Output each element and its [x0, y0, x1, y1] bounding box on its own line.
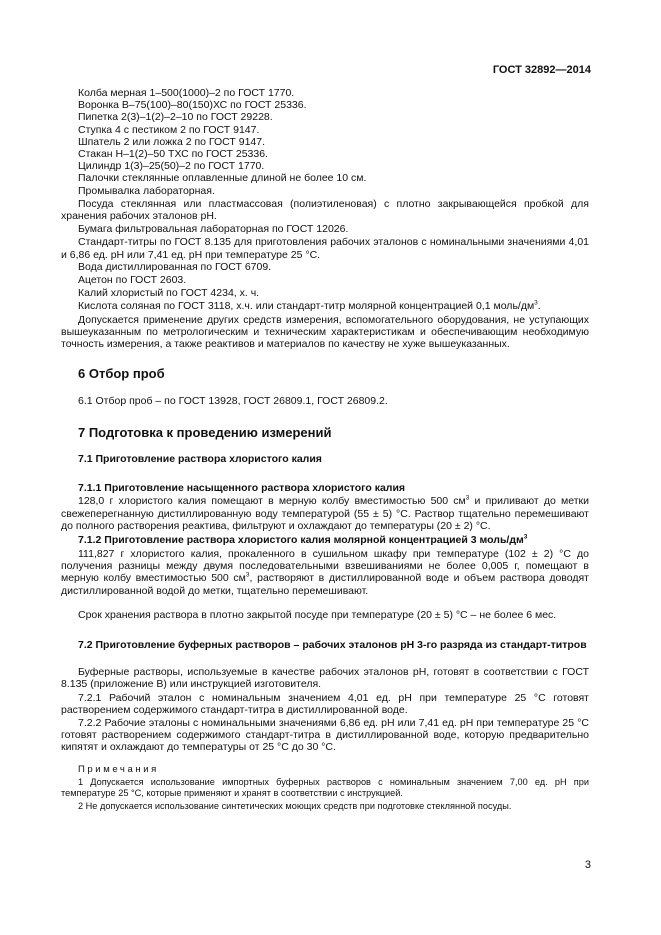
bumaga-paragraph: Бумага фильтровальная лабораторная по ГОСТ 12026.	[78, 223, 349, 236]
equipment-item: Воронка В–75(100)–80(150)ХС по ГОСТ 25336.	[78, 99, 307, 112]
equipment-item: Цилиндр 1(3)–25(50)–2 по ГОСТ 1770.	[78, 160, 265, 173]
section-7-1-title: 7.1 Приготовление раствора хлористого калия	[78, 453, 322, 466]
page-number: 3	[584, 859, 591, 871]
srok-paragraph: Срок хранения раствора в плотно закрытой посуде при температуре (20 ± 5) °С – не более 6 мес.	[78, 608, 557, 621]
notes-title: Примечания	[78, 763, 159, 775]
note-item: 1 Допускается использование импортных буферных растворов с номинальным значением 7,00 ед. рН при температуре 25 °С, которые применяют и хранят в соответствии с инструкцией.	[61, 776, 589, 798]
reagent-item: Ацетон по ГОСТ 2603.	[78, 274, 187, 287]
section-6-title: 6 Отбор проб	[78, 366, 165, 382]
equipment-item: Стакан Н–1(2)–50 ТХС по ГОСТ 25336.	[78, 148, 268, 161]
section-6-text: 6.1 Отбор проб – по ГОСТ 13928, ГОСТ 26809.1, ГОСТ 26809.2.	[78, 395, 388, 408]
standard-header: ГОСТ 32892—2014	[492, 64, 591, 76]
section-7-2-title: 7.2 Приготовление буферных растворов – рабочих эталонов рН 3-го разряда из стандарт-титров	[78, 639, 587, 652]
section-7-1-2-text: 111,827 г хлористого калия, прокаленного в сушильном шкафу при температуре (102 ± 2) °С до получения разницы между двумя последовательными взвешиваниями не более 0,005 г, помещают в мерную колбу вместимостью 500 $см^3$, растворяют в дистиллированной воде и объем раствора доводят дистиллированной водой до метки, тщательно перемешивают.	[61, 548, 589, 597]
section-7-2-1-text: 7.2.1 Рабочий эталон с номинальным значением 4,01 ед. рН при температуре 25 °С готовят растворением содержимого стандарт-титра в дистиллированной воде.	[61, 691, 589, 716]
dopuskaetsya-paragraph: Допускается применение других средств измерения, вспомогательного оборудования, не уступающих вышеуказанным по метрологическим и техническим характеристикам и обеспечивающим необходимую точность измерения, а также реактивов и материалов по качеству не хуже вышеуказанных.	[61, 313, 589, 351]
section-7-1-1-text: 128,0 г хлористого калия помещают в мерную колбу вместимостью 500 $см^3$ и приливают до метки свежеперегнанную дистиллированную воду температурой (55 ± 5) °С. Раствор тщательно перемешивают до полного растворения реактива, фильтруют и охлаждают до температуры (20 ± 2) °С.	[61, 494, 589, 532]
equipment-item: Пипетка 2(3)–1(2)–2–10 по ГОСТ 29228.	[78, 111, 273, 124]
reagent-item: Калий хлористый по ГОСТ 4234, х. ч.	[78, 287, 260, 300]
section-7-title: 7 Подготовка к проведению измерений	[78, 425, 332, 441]
section-7-2-text: Буферные растворы, используемые в качестве рабочих эталонов рН, готовят в соответствии с ГОСТ 8.135 (приложение В) или инструкцией изготовителя.	[61, 666, 589, 691]
note-item: 2 Не допускается использование синтетических моющих средств при подготовке стеклянной посуды.	[78, 800, 512, 811]
standart-titry-paragraph: Стандарт-титры по ГОСТ 8.135 для приготовления рабочих эталонов с номинальными значениями 4,01 и 6,86 ед. рН или 7,41 ед. рН при температуре 25 °С.	[61, 236, 589, 261]
equipment-item: Палочки стеклянные оплавленные длиной не более 10 см.	[78, 172, 367, 185]
reagent-item: Вода дистиллированная по ГОСТ 6709.	[78, 260, 272, 273]
section-7-2-2-text: 7.2.2 Рабочие эталоны с номинальными значениями 6,86 ед. рН или 7,41 ед. рН при температуре 25 °С готовят растворением содержимого стандарт-титра в дистиллированной воде, которую предварительно кипятят и охлаждают до температуры от 25 °С до 30 °С.	[61, 716, 589, 754]
equipment-list	[61, 87, 589, 197]
equipment-item: Колба мерная 1–500(1000)–2 по ГОСТ 1770.	[78, 87, 295, 99]
equipment-item: Шпатель 2 или ложка 2 по ГОСТ 9147.	[78, 135, 266, 148]
section-7-1-1-title: 7.1.1 Приготовление насыщенного раствора хлористого калия	[78, 482, 406, 495]
posuda-paragraph: Посуда стеклянная или пластмассовая (полиэтиленовая) с плотно закрывающейся пробкой для хранения рабочих эталонов рН.	[61, 197, 589, 223]
section-7-1-2-title: 7.1.2 Приготовление раствора хлористого калия молярной концентрацией 3 моль/$дм^3$	[78, 533, 528, 547]
document-body	[61, 86, 589, 812]
equipment-item: Ступка 4 с пестиком 2 по ГОСТ 9147.	[78, 123, 260, 136]
kislota-paragraph: Кислота соляная по ГОСТ 3118, х.ч. или стандарт-титр молярной концентрацией 0,1 моль/$дм^3$.	[78, 299, 541, 313]
equipment-item: Промывалка лабораторная.	[78, 184, 215, 197]
